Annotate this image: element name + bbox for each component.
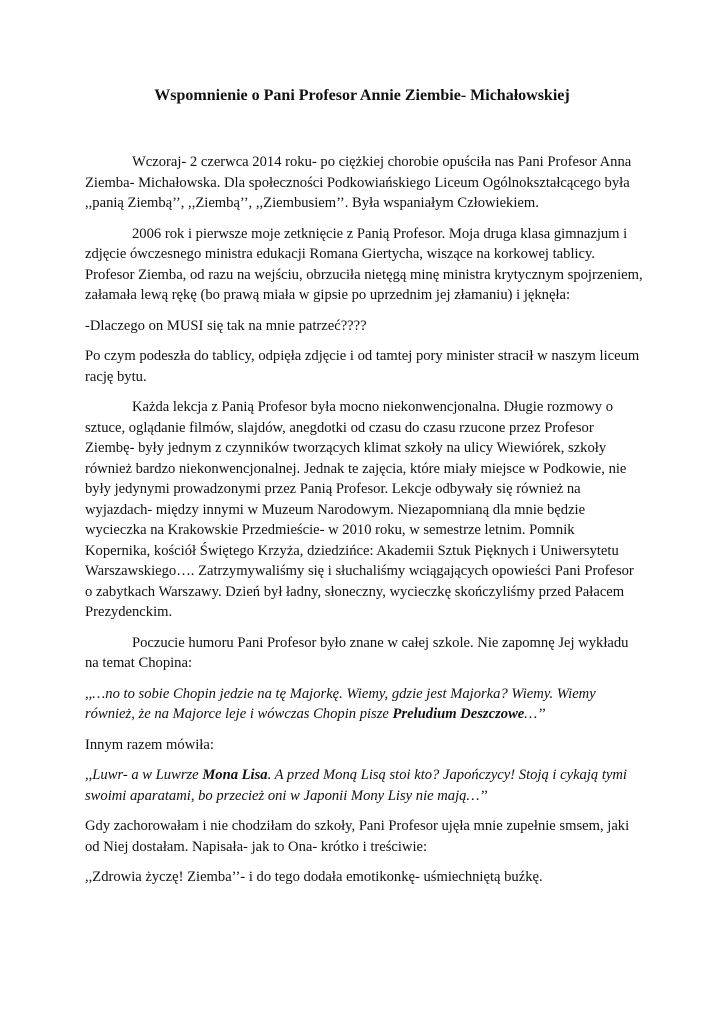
document-title: Wspomnienie o Pani Profesor Annie Ziembie- Michałowskiej <box>154 87 570 104</box>
quote-chopin <box>85 684 643 725</box>
paragraph-photo-removed: Po czym podeszła do tablicy, odpięła zdjęcie i od tamtej pory minister stracił w naszym liceum rację bytu. <box>85 348 640 385</box>
document-body <box>85 152 643 898</box>
paragraph-quote-minister: -Dlaczego on MUSI się tak na mnie patrzeć???? <box>85 317 367 334</box>
paragraph-sms: ,,Zdrowia życzę! Ziemba’’- i do tego dodała emotikonkę- uśmiechniętą buźkę. <box>85 869 543 885</box>
quote-louvre-bold: Mona Lisa <box>202 767 268 783</box>
quote-louvre-end: . A przed Moną Lisą stoi kto? Japończycy! Stoją i cykają tymi swoimi aparatami, bo przecież oni w Japonii Mony Lisy nie mają…’’ <box>85 767 627 804</box>
paragraph-first-meeting: 2006 rok i pierwsze moje zetknięcie z Panią Profesor. Moja druga klasa gimnazjum i zdjęcie ówczesnego ministra edukacji Romana Giertycha, wiszące na korkowej tablicy. Profesor Ziemba, od razu na wejściu, obrzuciła nietęgą minę ministra krytycznym spojrzeniem, załamała lewą rękę (bo prawą miała w gipsie po uprzednim jej złamaniu) i jęknęła: <box>85 225 643 303</box>
paragraph-humor: Poczucie humoru Pani Profesor było znane w całej szkole. Nie zapomnę Jej wykładu na temat Chopina: <box>85 634 629 671</box>
paragraph-intro: Wczoraj- 2 czerwca 2014 roku- po ciężkiej chorobie opuściła nas Pani Profesor Anna Ziemba- Michałowska. Dla społeczności Podkowiańskiego Liceum Ogólnokształcącego była ,,panią Ziembą’’, ,,Ziembą’’, ,,Ziembusiem’’. Była wspaniałym Człowiekiem. <box>85 154 632 211</box>
quote-louvre <box>85 765 643 806</box>
paragraph-illness: Gdy zachorowałam i nie chodziłam do szkoły, Pani Profesor ujęła mnie zupełnie smsem, jaki od Niej dostałam. Napisała- jak to Ona- krótko i treściwie: <box>85 818 630 855</box>
quote-louvre-text: ,,Luwr- a w Luwrze <box>85 767 203 783</box>
paragraph-another-time: Innym razem mówiła: <box>85 736 214 753</box>
quote-chopin-bold: Preludium Deszczowe <box>392 706 525 722</box>
quote-chopin-end: …’’ <box>524 706 546 722</box>
quote-chopin-text: ,,…no to sobie Chopin jedzie na tę Majorkę. Wiemy, gdzie jest Majorka? Wiemy. Wiemy również, że na Majorce leje i wówczas Chopin pisze <box>85 685 596 722</box>
paragraph-lessons: Każda lekcja z Panią Profesor była mocno niekonwencjonalna. Długie rozmowy o sztuce, oglądanie filmów, slajdów, anegdotki od czasu do czasu rzucone przez Profesor Ziembę- były jednym z czynników tworzących klimat szkoły na ulicy Wiewiórek, szkoły również bardzo niekonwencjonalnej. Jednak te zajęcia, które miały miejsce w Podkowie, nie były jedynymi prowadzonymi przez Panią Profesor. Lekcje odbywały się również na wyjazdach- między innymi w Muzeum Narodowym. Niezapomnianą dla mnie będzie wycieczka na Krakowskie Przedmieście- w 2010 roku, w semestrze letnim. Pomnik Kopernika, kościół Świętego Krzyża, dziedzińce: Akademii Sztuk Pięknych i Uniwersytetu Warszawskiego…. Zatrzymywaliśmy się i słuchaliśmy wciągających opowieści Pani Profesor o zabytkach Warszawy. Dzień był ładny, słoneczny, wycieczkę skończyliśmy przed Pałacem Prezydenckim. <box>85 399 634 620</box>
